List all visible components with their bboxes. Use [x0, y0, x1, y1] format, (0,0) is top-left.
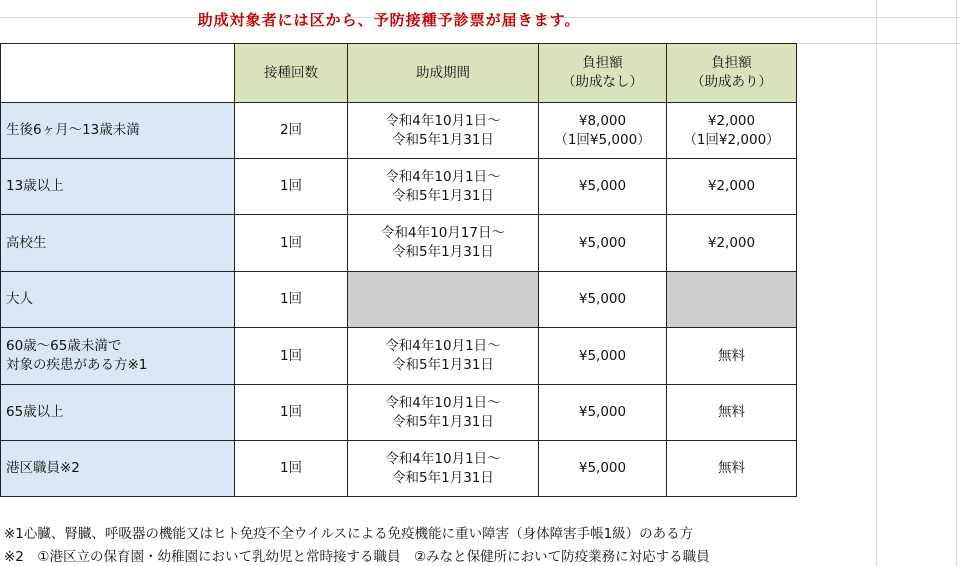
- row-cost-with[interactable]: 無料: [667, 385, 797, 441]
- row-cost-with[interactable]: ¥2,000 （1回¥2,000）: [667, 103, 797, 159]
- row-cost-with-blank[interactable]: [667, 272, 797, 328]
- table-row: [1, 385, 797, 441]
- header-cost-with-subsidy[interactable]: 負担額 （助成あり）: [667, 44, 797, 103]
- row-doses[interactable]: 2回: [235, 103, 348, 159]
- row-doses[interactable]: 1回: [235, 215, 348, 272]
- row-cost-with[interactable]: 無料: [667, 441, 797, 497]
- row-period[interactable]: 令和4年10月1日〜 令和5年1月31日: [348, 441, 539, 497]
- sheet-gridline: [956, 0, 957, 566]
- row-doses[interactable]: 1回: [235, 385, 348, 441]
- row-category[interactable]: 港区職員※2: [1, 441, 235, 497]
- row-period[interactable]: 令和4年10月1日〜 令和5年1月31日: [348, 103, 539, 159]
- row-category[interactable]: 13歳以上: [1, 159, 235, 215]
- row-category[interactable]: 高校生: [1, 215, 235, 272]
- row-cost-without[interactable]: ¥5,000: [539, 272, 667, 328]
- row-period[interactable]: 令和4年10月1日〜 令和5年1月31日: [348, 159, 539, 215]
- row-period[interactable]: 令和4年10月1日〜 令和5年1月31日: [348, 328, 539, 385]
- header-corner-cell[interactable]: [1, 44, 235, 103]
- row-category[interactable]: 生後6ヶ月〜13歳未満: [1, 103, 235, 159]
- header-cost-without-subsidy[interactable]: 負担額 （助成なし）: [539, 44, 667, 103]
- row-doses[interactable]: 1回: [235, 441, 348, 497]
- row-cost-without[interactable]: ¥5,000: [539, 159, 667, 215]
- row-doses[interactable]: 1回: [235, 159, 348, 215]
- page-title: 助成対象者には区から、予防接種予診票が届きます。: [197, 11, 581, 29]
- row-doses[interactable]: 1回: [235, 328, 348, 385]
- table-row: [1, 272, 797, 328]
- row-cost-without[interactable]: ¥5,000: [539, 215, 667, 272]
- row-category[interactable]: 大人: [1, 272, 235, 328]
- footnote-1: ※1心臓、腎臓、呼吸器の機能又はヒト免疫不全ウイルスによる免疫機能に重い障害（身体障害手帳1級）のある方: [4, 526, 694, 542]
- table-header-row: [1, 44, 797, 103]
- row-cost-with[interactable]: ¥2,000: [667, 159, 797, 215]
- footnote-2: ※2 ①港区立の保育園・幼稚園において乳幼児と常時接する職員 ②みなと保健所において防疫業務に対応する職員: [4, 549, 710, 565]
- row-period[interactable]: 令和4年10月17日〜 令和5年1月31日: [348, 215, 539, 272]
- table-row: [1, 103, 797, 159]
- row-cost-with[interactable]: 無料: [667, 328, 797, 385]
- row-category[interactable]: 60歳〜65歳未満で 対象の疾患がある方※1: [1, 328, 235, 385]
- row-cost-without[interactable]: ¥5,000: [539, 328, 667, 385]
- table-row: [1, 328, 797, 385]
- row-cost-with[interactable]: ¥2,000: [667, 215, 797, 272]
- row-category[interactable]: 65歳以上: [1, 385, 235, 441]
- table-row: [1, 159, 797, 215]
- row-doses[interactable]: 1回: [235, 272, 348, 328]
- header-doses[interactable]: 接種回数: [235, 44, 348, 103]
- table-row: [1, 215, 797, 272]
- table-row: [1, 441, 797, 497]
- row-cost-without[interactable]: ¥5,000: [539, 441, 667, 497]
- sheet-gridline: [876, 0, 877, 566]
- row-period-blank[interactable]: [348, 272, 539, 328]
- row-cost-without[interactable]: ¥5,000: [539, 385, 667, 441]
- row-period[interactable]: 令和4年10月1日〜 令和5年1月31日: [348, 385, 539, 441]
- row-cost-without[interactable]: ¥8,000 （1回¥5,000）: [539, 103, 667, 159]
- subsidy-table: [0, 43, 797, 497]
- header-period[interactable]: 助成期間: [348, 44, 539, 103]
